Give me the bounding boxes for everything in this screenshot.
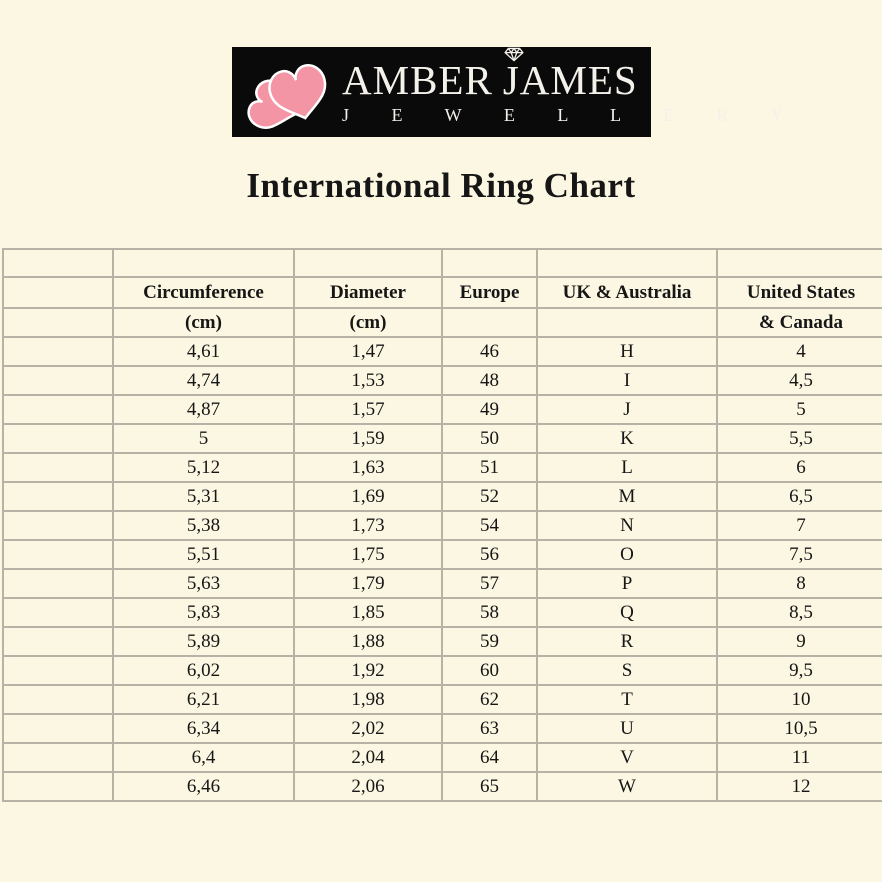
row-spacer-cell — [3, 511, 113, 540]
value-cell: J — [537, 395, 717, 424]
table-row — [3, 627, 882, 656]
value-cell: U — [537, 714, 717, 743]
row-spacer-cell — [3, 743, 113, 772]
value-cell: 6,4 — [113, 743, 294, 772]
value-cell: 62 — [442, 685, 537, 714]
value-cell: 57 — [442, 569, 537, 598]
table-row — [3, 772, 882, 801]
brand-name — [342, 57, 638, 103]
ring-table-header — [3, 249, 882, 337]
value-cell: 2,04 — [294, 743, 442, 772]
value-cell: 2,02 — [294, 714, 442, 743]
brand-text — [342, 57, 803, 125]
spacer-cell — [3, 249, 113, 277]
value-cell: 65 — [442, 772, 537, 801]
header-cell: United States — [717, 277, 882, 308]
value-cell: 5 — [717, 395, 882, 424]
value-cell: 10 — [717, 685, 882, 714]
value-cell: 5,12 — [113, 453, 294, 482]
value-cell: 1,53 — [294, 366, 442, 395]
value-cell: T — [537, 685, 717, 714]
value-cell: 5,5 — [717, 424, 882, 453]
table-row — [3, 482, 882, 511]
spacer-cell — [113, 249, 294, 277]
row-spacer-cell — [3, 453, 113, 482]
value-cell: 56 — [442, 540, 537, 569]
value-cell: 5,63 — [113, 569, 294, 598]
value-cell: R — [537, 627, 717, 656]
header-unit-cell — [442, 308, 537, 337]
value-cell: V — [537, 743, 717, 772]
row-spacer-cell — [3, 656, 113, 685]
value-cell: 1,98 — [294, 685, 442, 714]
row-spacer-cell — [3, 569, 113, 598]
brand-logo-banner — [232, 47, 803, 137]
value-cell: I — [537, 366, 717, 395]
value-cell: 7,5 — [717, 540, 882, 569]
value-cell: 59 — [442, 627, 537, 656]
table-units-row — [3, 308, 882, 337]
spacer-cell — [294, 249, 442, 277]
value-cell: 1,92 — [294, 656, 442, 685]
value-cell: 6,02 — [113, 656, 294, 685]
value-cell: 9 — [717, 627, 882, 656]
row-spacer-cell — [3, 482, 113, 511]
header-cell: Diameter — [294, 277, 442, 308]
value-cell: W — [537, 772, 717, 801]
value-cell: 2,06 — [294, 772, 442, 801]
header-unit-cell: (cm) — [113, 308, 294, 337]
spacer-cell — [537, 249, 717, 277]
value-cell: S — [537, 656, 717, 685]
value-cell: 58 — [442, 598, 537, 627]
page-title: International Ring Chart — [246, 166, 636, 205]
value-cell: 5,38 — [113, 511, 294, 540]
value-cell: L — [537, 453, 717, 482]
value-cell: 54 — [442, 511, 537, 540]
value-cell: 6,5 — [717, 482, 882, 511]
value-cell: 49 — [442, 395, 537, 424]
value-cell: 51 — [442, 453, 537, 482]
value-cell: 52 — [442, 482, 537, 511]
ring-size-table — [2, 248, 882, 802]
value-cell: K — [537, 424, 717, 453]
value-cell: 48 — [442, 366, 537, 395]
value-cell: 5,51 — [113, 540, 294, 569]
value-cell: 6,46 — [113, 772, 294, 801]
table-spacer-row — [3, 249, 882, 277]
table-row — [3, 656, 882, 685]
header-cell: UK & Australia — [537, 277, 717, 308]
value-cell: 1,47 — [294, 337, 442, 366]
row-spacer-cell — [3, 424, 113, 453]
value-cell: N — [537, 511, 717, 540]
row-spacer-cell — [3, 540, 113, 569]
table-row — [3, 714, 882, 743]
value-cell: H — [537, 337, 717, 366]
value-cell: 1,57 — [294, 395, 442, 424]
value-cell: 12 — [717, 772, 882, 801]
value-cell: 5,89 — [113, 627, 294, 656]
value-cell: 11 — [717, 743, 882, 772]
value-cell: 50 — [442, 424, 537, 453]
value-cell: 1,59 — [294, 424, 442, 453]
table-row — [3, 540, 882, 569]
header-cell: Circumference — [113, 277, 294, 308]
brand-subtitle: J E W E L L E R Y — [342, 105, 803, 125]
header-cell: Europe — [442, 277, 537, 308]
table-row — [3, 743, 882, 772]
value-cell: 7 — [717, 511, 882, 540]
value-cell: 5 — [113, 424, 294, 453]
value-cell: 9,5 — [717, 656, 882, 685]
diamond-icon — [503, 47, 525, 62]
value-cell: 1,88 — [294, 627, 442, 656]
value-cell: 1,73 — [294, 511, 442, 540]
value-cell: 64 — [442, 743, 537, 772]
value-cell: 4,61 — [113, 337, 294, 366]
value-cell: O — [537, 540, 717, 569]
table-row — [3, 395, 882, 424]
header-cell — [3, 277, 113, 308]
ring-table-body — [3, 337, 882, 801]
table-row — [3, 424, 882, 453]
row-spacer-cell — [3, 627, 113, 656]
table-header-row — [3, 277, 882, 308]
value-cell: Q — [537, 598, 717, 627]
brand-name-first: AMBER — [342, 57, 493, 103]
spacer-cell — [442, 249, 537, 277]
value-cell: P — [537, 569, 717, 598]
brand-name-second-wrap — [502, 57, 638, 103]
table-row — [3, 598, 882, 627]
value-cell: 1,75 — [294, 540, 442, 569]
value-cell: 8,5 — [717, 598, 882, 627]
value-cell: 1,69 — [294, 482, 442, 511]
value-cell: 1,79 — [294, 569, 442, 598]
value-cell: 63 — [442, 714, 537, 743]
row-spacer-cell — [3, 598, 113, 627]
value-cell: 60 — [442, 656, 537, 685]
hearts-logo-icon — [236, 53, 340, 137]
row-spacer-cell — [3, 772, 113, 801]
header-unit-cell: (cm) — [294, 308, 442, 337]
row-spacer-cell — [3, 395, 113, 424]
brand-name-second: JAMES — [502, 57, 638, 103]
value-cell: 4,87 — [113, 395, 294, 424]
value-cell: M — [537, 482, 717, 511]
row-spacer-cell — [3, 366, 113, 395]
table-row — [3, 569, 882, 598]
value-cell: 5,31 — [113, 482, 294, 511]
value-cell: 1,85 — [294, 598, 442, 627]
spacer-cell — [717, 249, 882, 277]
value-cell: 6,21 — [113, 685, 294, 714]
table-row — [3, 366, 882, 395]
value-cell: 6,34 — [113, 714, 294, 743]
value-cell: 8 — [717, 569, 882, 598]
value-cell: 46 — [442, 337, 537, 366]
row-spacer-cell — [3, 337, 113, 366]
header-unit-cell — [3, 308, 113, 337]
value-cell: 4,74 — [113, 366, 294, 395]
table-row — [3, 511, 882, 540]
header-unit-cell — [537, 308, 717, 337]
table-row — [3, 337, 882, 366]
table-row — [3, 685, 882, 714]
value-cell: 10,5 — [717, 714, 882, 743]
value-cell: 5,83 — [113, 598, 294, 627]
value-cell: 6 — [717, 453, 882, 482]
value-cell: 4 — [717, 337, 882, 366]
table-row — [3, 453, 882, 482]
header-unit-cell: & Canada — [717, 308, 882, 337]
value-cell: 1,63 — [294, 453, 442, 482]
row-spacer-cell — [3, 685, 113, 714]
row-spacer-cell — [3, 714, 113, 743]
value-cell: 4,5 — [717, 366, 882, 395]
